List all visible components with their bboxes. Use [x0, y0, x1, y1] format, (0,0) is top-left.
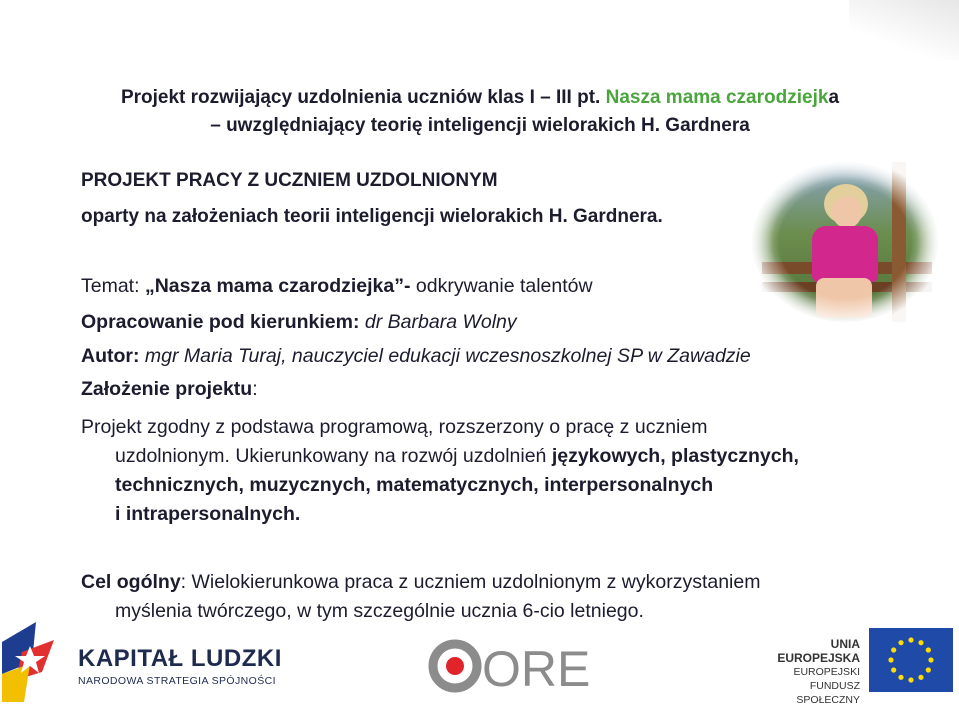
kapital-ludzki-logo: KAPITAŁ LUDZKI NARODOWA STRATEGIA SPÓJNOŚCI [78, 645, 282, 687]
title-line-1: Projekt rozwijający uzdolnienia uczniów klas I – III pt. Nasza mama czarodziejka [120, 87, 840, 108]
title-accent: Nasza mama czarodziejk [605, 87, 829, 108]
eu-star [908, 637, 913, 642]
child-photo [752, 162, 938, 322]
project-heading: PROJEKT PRACY Z UCZNIEM UZDOLNIONYM [81, 170, 498, 191]
project-description: Projekt zgodny z podstawa programową, rozszerzony o pracę z uczniem uzdolnionym. Ukierunkowany na rozwój uzdolnień językowych, plastycznych, technicznych, muzycznych, matematycznych, interpersonalnych i intrapersonalnych. [81, 416, 799, 525]
ore-logo-icon [426, 637, 591, 697]
ore-label: ORE [482, 641, 591, 697]
general-goal: Cel ogólny: Wielokierunkowa praca z uczniem uzdolnionym z wykorzystaniem myślenia twórczego, w tym szczególnie ucznia 6-cio letniego. [81, 571, 761, 622]
eu-star [928, 657, 933, 662]
eu-star [898, 640, 903, 645]
eu-star [888, 657, 893, 662]
supervision-line: Opracowanie pod kierunkiem: dr Barbara Wolny [81, 311, 517, 333]
assumption-heading: Założenie projektu: [81, 378, 258, 400]
eu-flag-icon [869, 628, 953, 692]
eu-star [918, 675, 923, 680]
title-line-2: – uwzględniający teorię inteligencji wielorakich H. Gardnera [210, 115, 750, 136]
eu-star [891, 667, 896, 672]
eu-label: UNIA EUROPEJSKA EUROPEJSKI FUNDUSZ SPOŁECZNY [777, 637, 860, 706]
project-subheading: oparty na założeniach teorii inteligencji wielorakich H. Gardnera. [81, 206, 663, 227]
document-title [60, 84, 900, 140]
eu-star [926, 647, 931, 652]
author-line: Autor: mgr Maria Turaj, nauczyciel edukacji wczesnoszkolnej SP w Zawadzie [81, 345, 751, 367]
eu-star [908, 677, 913, 682]
corner-decoration [849, 0, 959, 60]
kapital-ludzki-star-icon [2, 622, 58, 702]
eu-star [891, 647, 896, 652]
eu-star [918, 640, 923, 645]
topic-line: Temat: „Nasza mama czarodziejka”- odkrywanie talentów [81, 275, 593, 297]
topic-title: „Nasza mama czarodziejka”- [144, 275, 411, 297]
eu-star [898, 675, 903, 680]
eu-star [926, 667, 931, 672]
